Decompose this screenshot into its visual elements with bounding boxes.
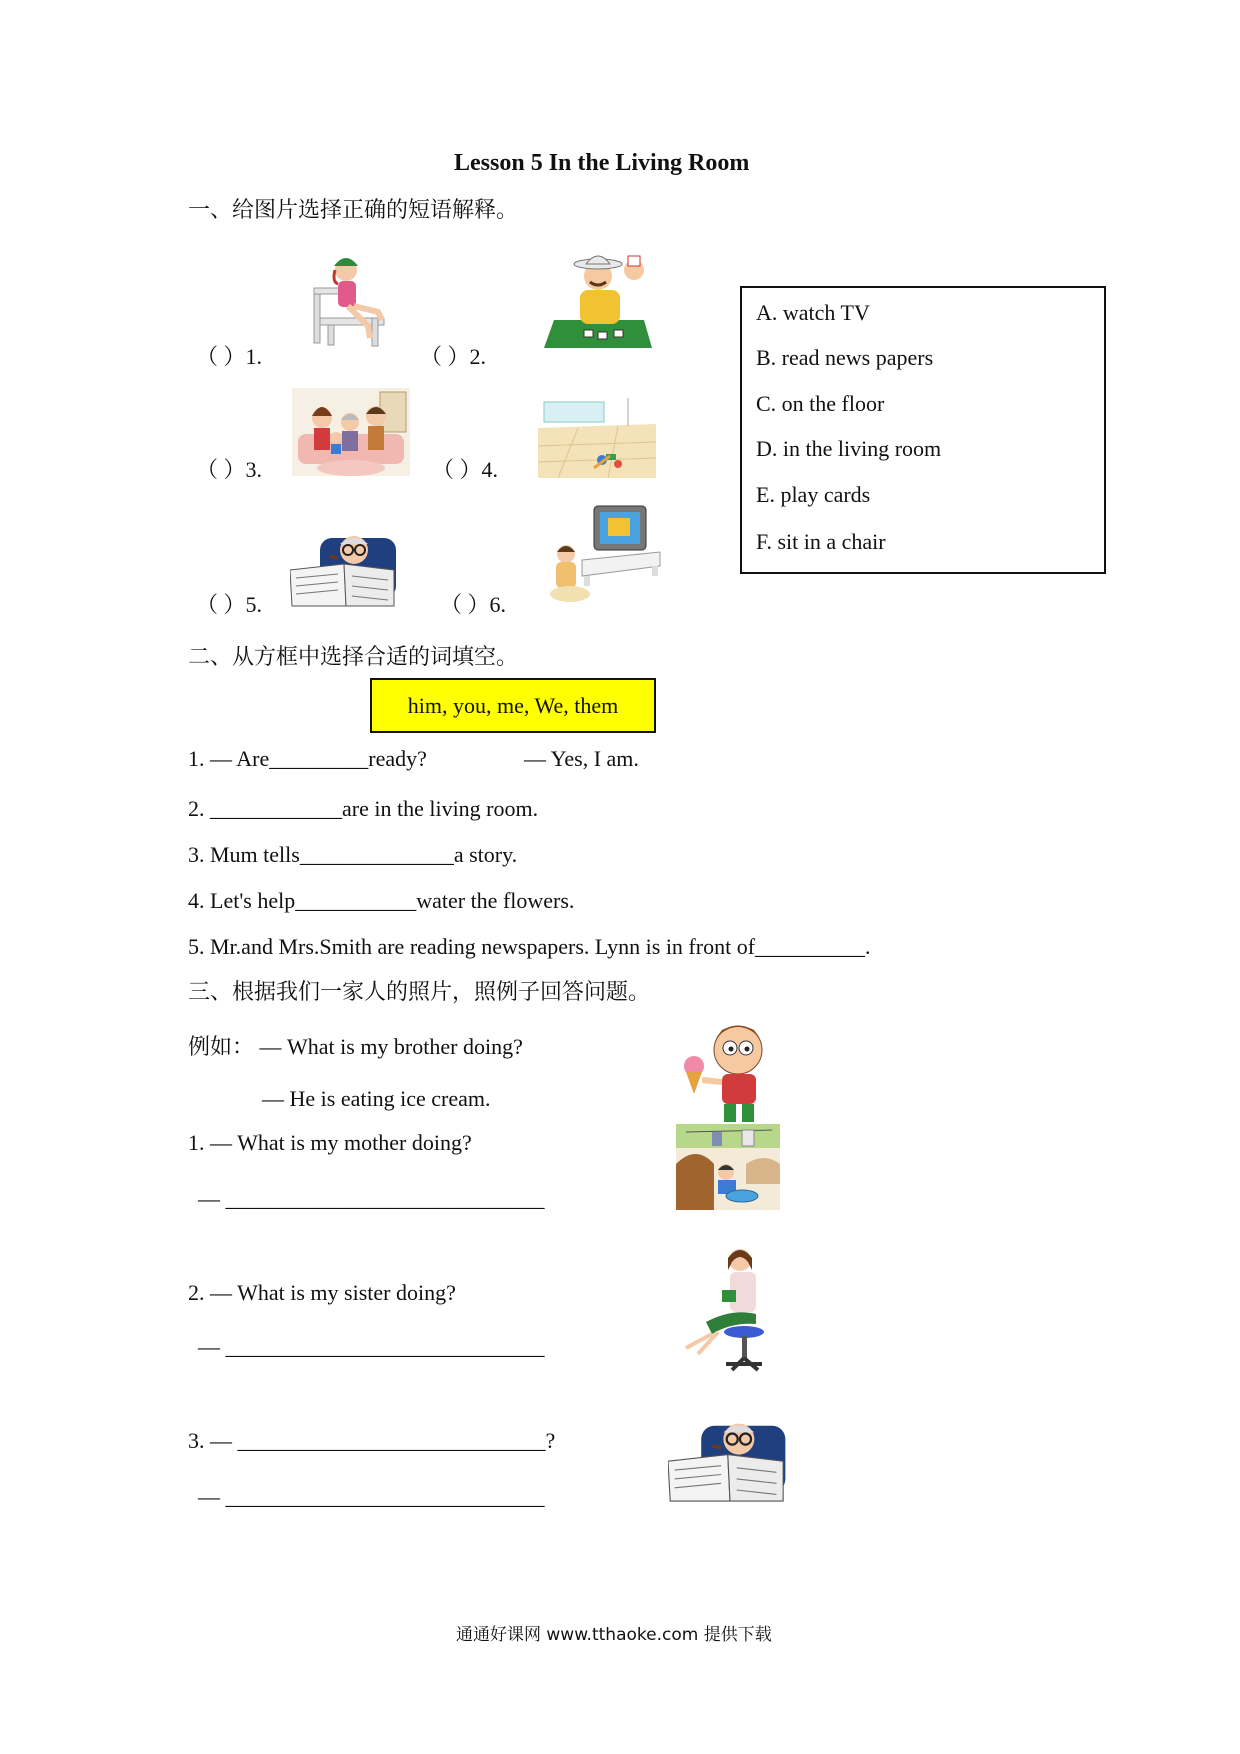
section3-heading: 三、根据我们一家人的照片，照例子回答问题。 (188, 980, 651, 1005)
item-6-label: （ ）6. (440, 592, 507, 617)
sister-reading-in-chair-image (676, 1244, 780, 1380)
item-4-label: （ ）4. (432, 457, 499, 482)
family-in-living-room-image (292, 388, 410, 476)
fill-q4: 4. Let's help___________water the flowers. (188, 888, 575, 913)
section1-heading: 一、给图片选择正确的短语解释。 (188, 198, 519, 223)
question-1: 1. — What is my mother doing? (188, 1130, 472, 1155)
fill-q1: 1. — Are_________ready? (188, 746, 427, 771)
father-reading-newspaper-image (668, 1414, 792, 1504)
woman-sitting-in-chair-image (308, 248, 394, 348)
toys-on-floor-image (538, 398, 656, 478)
question-3[interactable]: 3. — ____________________________? (188, 1428, 556, 1453)
option-e: E. play cards (756, 482, 871, 507)
item-3-label: （ ）3. (196, 457, 263, 482)
item-2-label: （ ）2. (420, 344, 487, 369)
man-reading-newspaper-image (290, 528, 402, 608)
option-a: A. watch TV (756, 300, 870, 325)
option-c: C. on the floor (756, 391, 885, 416)
example-answer: — He is eating ice cream. (262, 1086, 491, 1111)
child-watching-tv-image (548, 504, 664, 610)
item-5-label: （ ）5. (196, 592, 263, 617)
man-playing-cards-image (540, 250, 656, 350)
fill-q1-answer: — Yes, I am. (524, 746, 639, 771)
answer-line-2[interactable]: — _____________________________ (198, 1334, 545, 1359)
fill-q5: 5. Mr.and Mrs.Smith are reading newspapers. Lynn is in front of__________. (188, 934, 871, 959)
option-b: B. read news papers (756, 345, 934, 370)
answer-line-1[interactable]: — _____________________________ (198, 1186, 545, 1211)
question-2: 2. — What is my sister doing? (188, 1280, 456, 1305)
fill-q3: 3. Mum tells______________a story. (188, 842, 518, 867)
boy-eating-ice-cream-image (680, 1020, 780, 1128)
options-box (740, 286, 1106, 574)
section2-heading: 二、从方框中选择合适的词填空。 (188, 645, 519, 670)
page-title: Lesson 5 In the Living Room (454, 150, 750, 176)
word-box: him, you, me, We, them (370, 678, 656, 733)
example-question: 例如： — What is my brother doing? (188, 1034, 523, 1059)
fill-q2: 2. ____________are in the living room. (188, 796, 539, 821)
option-f: F. sit in a chair (756, 529, 886, 554)
answer-line-3[interactable]: — _____________________________ (198, 1484, 545, 1509)
footer-source: 通通好课网 www.tthaoke.com 提供下载 (456, 1625, 772, 1645)
mother-washing-clothes-image (676, 1124, 780, 1210)
item-1-label: （ ）1. (196, 344, 263, 369)
option-d: D. in the living room (756, 436, 942, 461)
